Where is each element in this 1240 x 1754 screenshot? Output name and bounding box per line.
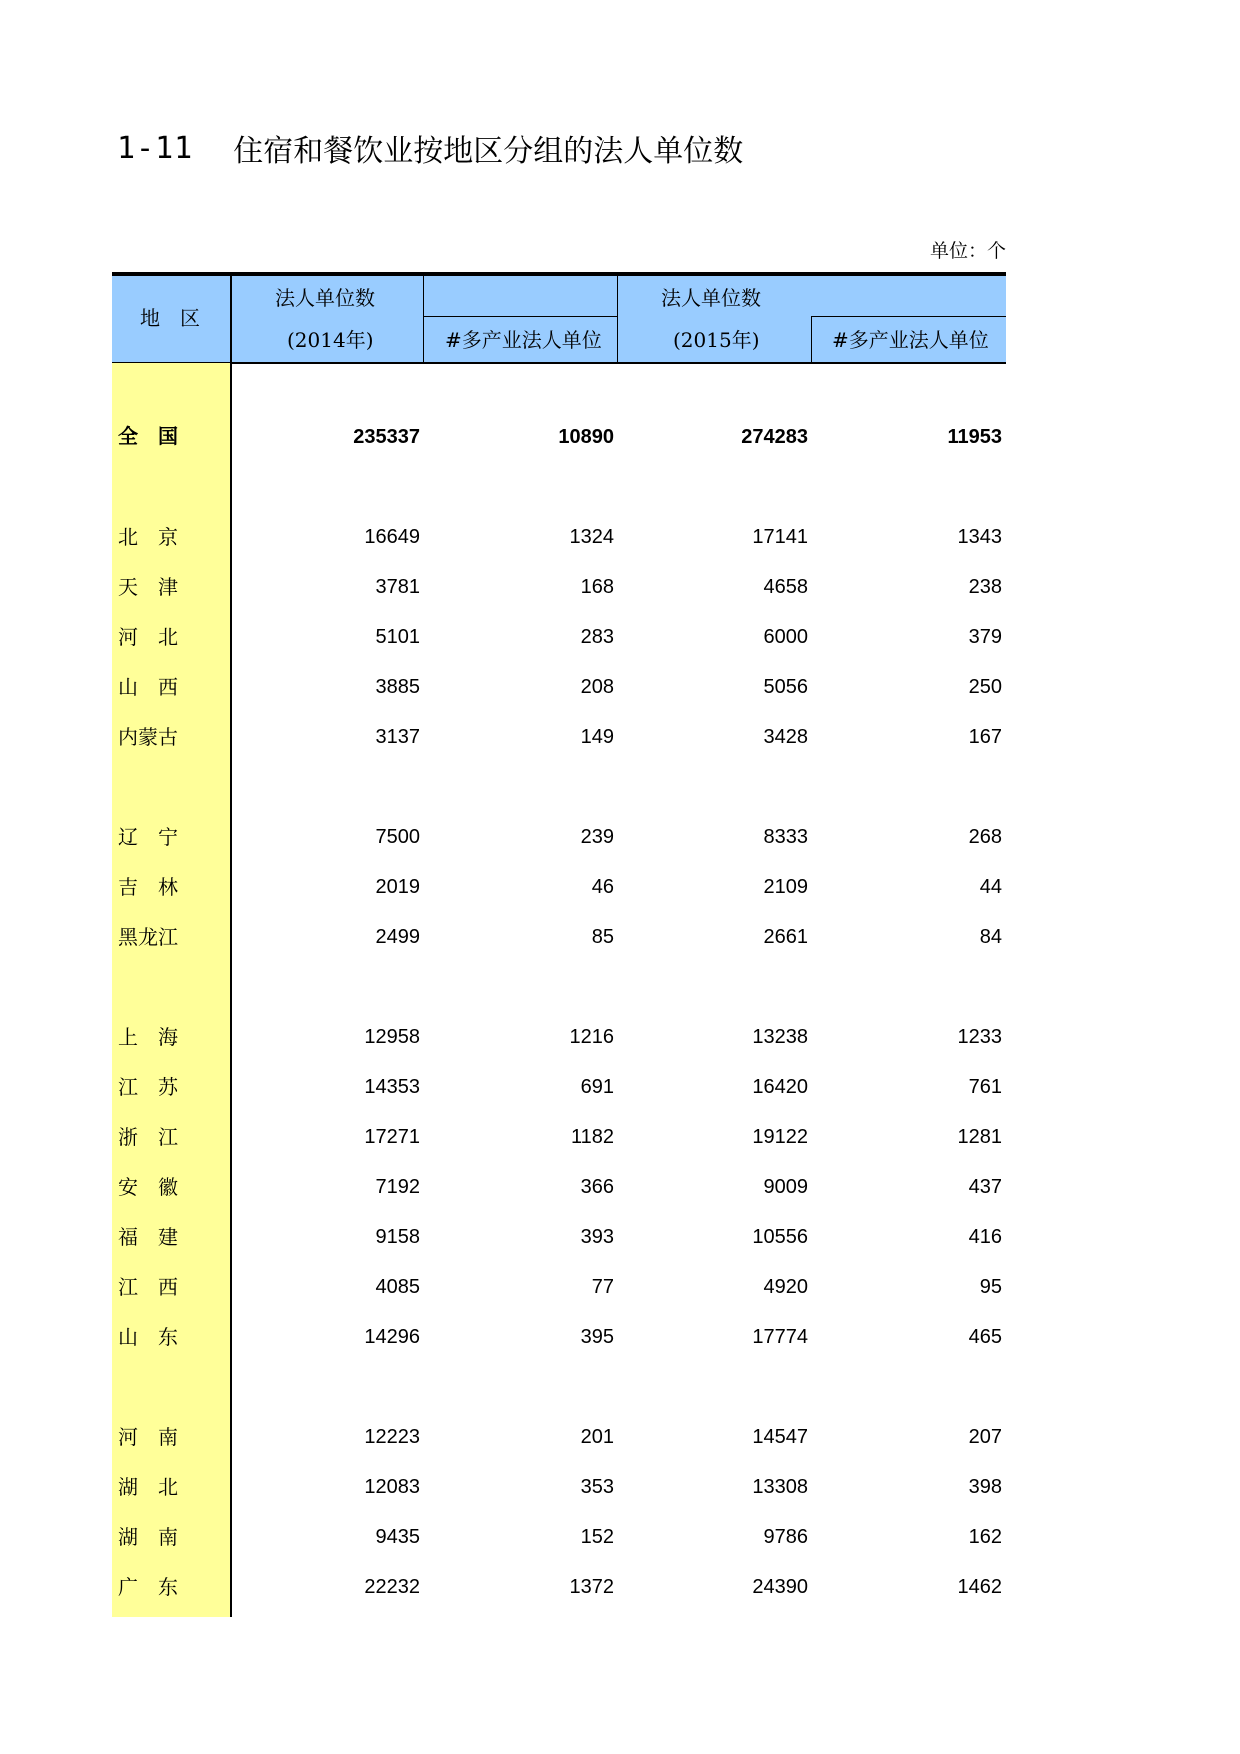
multi-industry-2014-cell: 239 — [580, 826, 614, 848]
table-row — [112, 1312, 1006, 1362]
units-2014-cell: 2019 — [375, 876, 420, 898]
multi-industry-2014-cell: 366 — [580, 1176, 614, 1198]
multi-industry-2015-cell: 1462 — [957, 1576, 1002, 1598]
units-2014-cell: 12083 — [364, 1476, 420, 1498]
units-2014-cell: 12223 — [364, 1426, 420, 1448]
multi-industry-2014-cell: 201 — [580, 1426, 614, 1448]
multi-industry-2014-cell: 168 — [580, 576, 614, 598]
multi-industry-2015-cell: 250 — [968, 676, 1002, 698]
header-col3-bottom: (2015年) — [673, 328, 760, 352]
region-cell: 山 西 — [118, 675, 178, 699]
region-cell: 浙 江 — [118, 1125, 178, 1149]
header-col3-top: 法人单位数 — [661, 286, 761, 310]
units-2015-cell: 8333 — [763, 826, 808, 848]
units-2015-cell: 16420 — [752, 1076, 808, 1098]
units-2015-cell: 2661 — [763, 926, 808, 948]
units-2014-cell: 5101 — [375, 626, 420, 648]
region-cell: 湖 北 — [118, 1475, 178, 1499]
table-row — [112, 512, 1006, 562]
units-2014-cell: 235337 — [353, 426, 420, 448]
region-cell: 河 北 — [118, 625, 178, 649]
region-cell: 安 徽 — [118, 1175, 178, 1199]
units-2015-cell: 24390 — [752, 1576, 808, 1598]
region-cell: 吉 林 — [118, 875, 178, 899]
header-col1-bottom: (2014年) — [287, 328, 374, 352]
multi-industry-2015-cell: 465 — [968, 1326, 1002, 1348]
units-2014-cell: 4085 — [375, 1276, 420, 1298]
region-cell: 江 西 — [118, 1275, 178, 1299]
table-row — [112, 1012, 1006, 1062]
units-2014-cell: 16649 — [364, 526, 420, 548]
table-row — [112, 1412, 1006, 1462]
unit-label: 单位：个 — [929, 240, 1006, 262]
table-row — [112, 862, 1006, 912]
multi-industry-2015-cell: 437 — [968, 1176, 1002, 1198]
table-row — [112, 1162, 1006, 1212]
region-cell: 江 苏 — [118, 1075, 178, 1099]
units-2014-cell: 9158 — [375, 1226, 420, 1248]
header-bottom-border — [112, 362, 1006, 364]
header-divider — [811, 316, 1006, 317]
table-header — [112, 276, 1006, 362]
table-row — [112, 612, 1006, 662]
units-2015-cell: 19122 — [752, 1126, 808, 1148]
multi-industry-2014-cell: 691 — [580, 1076, 614, 1098]
units-2015-cell: 6000 — [763, 626, 808, 648]
table-row — [112, 1562, 1006, 1612]
units-2015-cell: 17141 — [752, 526, 808, 548]
multi-industry-2015-cell: 95 — [979, 1276, 1002, 1298]
header-divider — [423, 316, 424, 362]
multi-industry-2015-cell: 1233 — [957, 1026, 1002, 1048]
region-cell: 广 东 — [118, 1575, 178, 1599]
table-title: 住宿和餐饮业按地区分组的法人单位数 — [233, 134, 744, 169]
multi-industry-2014-cell: 395 — [580, 1326, 614, 1348]
multi-industry-2015-cell: 44 — [979, 876, 1002, 898]
units-2015-cell: 274283 — [741, 426, 808, 448]
multi-industry-2015-cell: 1343 — [957, 526, 1002, 548]
table-row — [112, 562, 1006, 612]
page-title — [117, 128, 743, 168]
units-2014-cell: 12958 — [364, 1026, 420, 1048]
header-divider — [617, 276, 618, 362]
multi-industry-2015-cell: 238 — [968, 576, 1002, 598]
units-2014-cell: 7500 — [375, 826, 420, 848]
table-row — [112, 662, 1006, 712]
multi-industry-2014-cell: 1372 — [569, 1576, 614, 1598]
units-2015-cell: 17774 — [752, 1326, 808, 1348]
table-number: 1-11 — [117, 130, 194, 166]
region-cell: 河 南 — [118, 1425, 178, 1449]
units-2014-cell: 3885 — [375, 676, 420, 698]
multi-industry-2015-cell: 1281 — [957, 1126, 1002, 1148]
units-2014-cell: 9435 — [375, 1526, 420, 1548]
units-2015-cell: 10556 — [752, 1226, 808, 1248]
multi-industry-2015-cell: 11953 — [947, 426, 1002, 448]
table-row — [112, 812, 1006, 862]
units-2014-cell: 14296 — [364, 1326, 420, 1348]
multi-industry-2015-cell: 162 — [968, 1526, 1002, 1548]
units-2014-cell: 7192 — [375, 1176, 420, 1198]
multi-industry-2015-cell: 84 — [979, 926, 1002, 948]
multi-industry-2015-cell: 761 — [968, 1076, 1002, 1098]
multi-industry-2014-cell: 283 — [580, 626, 614, 648]
region-cell: 山 东 — [118, 1325, 178, 1349]
table-row — [112, 1212, 1006, 1262]
table-row — [112, 912, 1006, 962]
units-2014-cell: 17271 — [364, 1126, 420, 1148]
units-2014-cell: 3137 — [375, 726, 420, 748]
multi-industry-2014-cell: 1182 — [570, 1126, 614, 1148]
multi-industry-2014-cell: 353 — [580, 1476, 614, 1498]
multi-industry-2014-cell: 208 — [580, 676, 614, 698]
units-2014-cell: 22232 — [364, 1576, 420, 1598]
region-cell: 全 国 — [118, 426, 178, 448]
units-2015-cell: 9786 — [763, 1526, 808, 1548]
multi-industry-2015-cell: 268 — [968, 826, 1002, 848]
units-2015-cell: 5056 — [763, 676, 808, 698]
units-2014-cell: 14353 — [364, 1076, 420, 1098]
multi-industry-2015-cell: 207 — [968, 1426, 1002, 1448]
table-row — [112, 412, 1006, 462]
multi-industry-2014-cell: 46 — [591, 876, 614, 898]
multi-industry-2014-cell: 1324 — [569, 526, 614, 548]
multi-industry-2015-cell: 379 — [968, 626, 1002, 648]
multi-industry-2014-cell: 152 — [580, 1526, 614, 1548]
region-cell: 湖 南 — [118, 1525, 178, 1549]
units-2014-cell: 3781 — [375, 576, 420, 598]
units-2015-cell: 2109 — [763, 876, 808, 898]
header-divider — [811, 316, 812, 362]
multi-industry-2015-cell: 416 — [968, 1226, 1002, 1248]
multi-industry-2014-cell: 1216 — [569, 1026, 614, 1048]
units-2015-cell: 14547 — [752, 1426, 808, 1448]
header-region: 地 区 — [140, 306, 200, 330]
region-cell: 上 海 — [118, 1025, 178, 1049]
table-row — [112, 1462, 1006, 1512]
table-row — [112, 1112, 1006, 1162]
region-cell: 内蒙古 — [118, 725, 178, 749]
multi-industry-2015-cell: 167 — [968, 726, 1002, 748]
multi-industry-2014-cell: 393 — [580, 1226, 614, 1248]
multi-industry-2014-cell: 85 — [591, 926, 614, 948]
header-divider — [423, 316, 617, 317]
header-col4: #多产业法人单位 — [832, 328, 989, 352]
multi-industry-2014-cell: 149 — [580, 726, 614, 748]
table-row — [112, 1262, 1006, 1312]
multi-industry-2014-cell: 77 — [591, 1276, 614, 1298]
units-2015-cell: 13308 — [752, 1476, 808, 1498]
region-cell: 黑龙江 — [118, 925, 178, 949]
units-2015-cell: 4920 — [763, 1276, 808, 1298]
table-row — [112, 1062, 1006, 1112]
region-cell: 北 京 — [118, 525, 178, 549]
units-2015-cell: 4658 — [763, 576, 808, 598]
region-cell: 辽 宁 — [118, 825, 178, 849]
region-cell: 福 建 — [118, 1225, 178, 1249]
region-cell: 天 津 — [118, 575, 178, 599]
header-col2: #多产业法人单位 — [445, 328, 602, 352]
multi-industry-2015-cell: 398 — [968, 1476, 1002, 1498]
header-col1-top: 法人单位数 — [275, 286, 375, 310]
units-2015-cell: 13238 — [752, 1026, 808, 1048]
multi-industry-2014-cell: 10890 — [558, 426, 614, 448]
units-2014-cell: 2499 — [375, 926, 420, 948]
table-row — [112, 1512, 1006, 1562]
table-row — [112, 712, 1006, 762]
units-2015-cell: 9009 — [763, 1176, 808, 1198]
units-2015-cell: 3428 — [763, 726, 808, 748]
